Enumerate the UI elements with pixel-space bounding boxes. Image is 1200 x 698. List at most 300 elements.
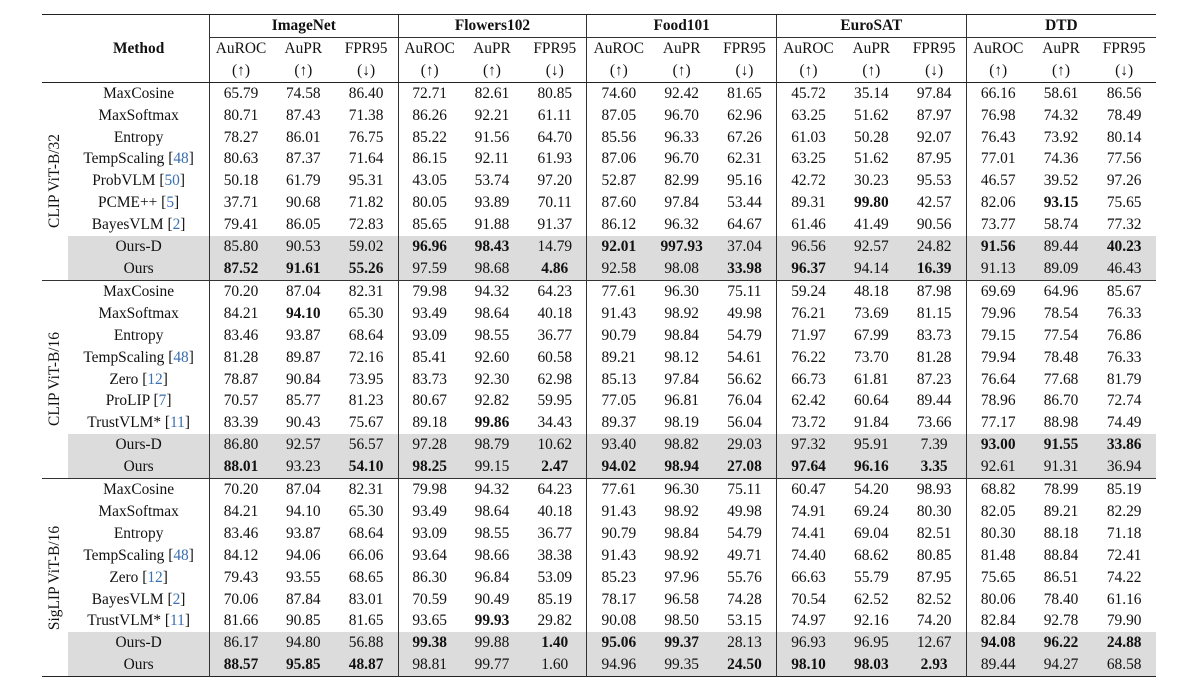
metric-value-cell <box>1030 303 1093 325</box>
metric-value: 86.01 <box>285 128 321 146</box>
metric-value: 94.27 <box>1043 656 1079 674</box>
metric-value-cell <box>1092 479 1156 501</box>
metric-value-cell <box>335 654 399 676</box>
metric-value: 74.41 <box>791 524 826 542</box>
metric-value-cell <box>461 236 524 258</box>
metric-value-cell <box>587 347 651 369</box>
metric-value: 87.97 <box>916 106 952 124</box>
metric-value-cell <box>335 214 399 236</box>
metric-value-cell <box>1092 127 1156 149</box>
metric-value: 10.62 <box>537 436 573 454</box>
metric-value: 91.13 <box>980 259 1016 277</box>
metric-value-cell <box>903 236 967 258</box>
method-name-cell <box>68 632 209 654</box>
method-name: BayesVLM <box>91 590 164 608</box>
metric-value-cell <box>587 303 651 325</box>
metric-value: 78.40 <box>1043 590 1079 608</box>
metric-value: 76.86 <box>1106 326 1142 344</box>
method-name-cell <box>68 479 209 501</box>
metric-value: 86.70 <box>1043 392 1079 410</box>
metric-value-cell <box>713 236 777 258</box>
metric-value: 69.04 <box>854 524 889 542</box>
metric-value-cell <box>461 105 524 127</box>
metric-value-cell <box>523 105 587 127</box>
metric-value-cell <box>840 148 903 170</box>
metric-value-cell <box>587 545 651 567</box>
metric-value: 86.40 <box>348 84 384 102</box>
metric-value-cell <box>335 501 399 523</box>
table-row <box>42 479 1156 501</box>
citation-ref: 11 <box>170 414 185 432</box>
metric-value: 48.18 <box>854 282 889 300</box>
metric-value-cell <box>209 567 272 589</box>
metric-value: 93.49 <box>412 304 447 322</box>
metric-direction-arrow: (↓) <box>903 60 967 82</box>
metric-value-cell <box>398 347 461 369</box>
metric-value-cell <box>777 390 841 412</box>
metric-value: 98.84 <box>664 326 699 344</box>
method-name-cell <box>68 523 209 545</box>
metric-value: 81.15 <box>916 304 952 322</box>
metric-value: 90.68 <box>285 194 321 212</box>
metric-value-cell <box>272 632 335 654</box>
metric-value-cell <box>1030 325 1093 347</box>
metric-value-cell <box>903 170 967 192</box>
metric-value: 64.23 <box>537 282 573 300</box>
metric-value: 96.16 <box>854 458 889 476</box>
metric-value: 93.87 <box>285 326 321 344</box>
metric-value: 78.99 <box>1043 481 1079 499</box>
metric-value: 86.15 <box>412 150 447 168</box>
metric-value-cell <box>1030 501 1093 523</box>
metric-value: 80.05 <box>412 194 447 212</box>
metric-value-cell <box>398 434 461 456</box>
metric-value: 85.19 <box>1106 481 1142 499</box>
metric-value: 85.22 <box>412 128 447 146</box>
metric-value-cell <box>1092 192 1156 214</box>
method-name-cell: TempScaling [48] <box>83 348 194 366</box>
method-name: TrustVLM* <box>87 612 162 630</box>
metric-value: 95.53 <box>916 172 952 190</box>
metric-value: 77.56 <box>1106 150 1142 168</box>
metric-value: 76.22 <box>791 348 826 366</box>
metric-header-aupr: AuPR <box>1042 39 1080 57</box>
metric-value: 59.24 <box>791 282 826 300</box>
metric-value: 82.84 <box>980 612 1016 630</box>
metric-value: 82.31 <box>348 282 384 300</box>
metric-value: 60.64 <box>854 392 889 410</box>
metric-value: 70.06 <box>223 590 259 608</box>
metric-header-auroc: AuROC <box>587 37 651 59</box>
metric-value-cell <box>903 567 967 589</box>
metric-value: 61.46 <box>791 216 826 234</box>
metric-value: 76.33 <box>1106 348 1142 366</box>
metric-value: 79.94 <box>980 348 1016 366</box>
table-row <box>42 105 1156 127</box>
metric-value-cell <box>650 523 713 545</box>
metric-value-cell <box>966 456 1030 478</box>
metric-value: 92.82 <box>474 392 510 410</box>
metric-value: 62.52 <box>854 590 889 608</box>
metric-value: 90.08 <box>601 612 637 630</box>
metric-value: 98.92 <box>664 304 699 322</box>
metric-value: 92.57 <box>854 238 889 256</box>
metric-value: 92.60 <box>474 348 510 366</box>
metric-value: 83.46 <box>223 326 259 344</box>
metric-value-cell <box>840 456 903 478</box>
table-row <box>42 369 1156 391</box>
metric-value-cell <box>966 258 1030 280</box>
metric-value-cell <box>461 170 524 192</box>
metric-value: 41.49 <box>854 216 889 234</box>
metric-value-cell <box>903 325 967 347</box>
metric-value: 98.12 <box>664 348 699 366</box>
metric-value-cell <box>587 325 651 347</box>
metric-value-cell <box>523 434 587 456</box>
metric-value-cell <box>523 127 587 149</box>
metric-value: 97.84 <box>664 370 699 388</box>
metric-value: 91.56 <box>980 238 1016 256</box>
method-name: MaxSoftmax <box>98 304 179 322</box>
table-row <box>42 258 1156 280</box>
metric-value: 97.32 <box>791 436 826 454</box>
metric-value-cell <box>840 82 903 104</box>
metric-value: 60.58 <box>537 348 573 366</box>
metric-value: 78.96 <box>980 392 1016 410</box>
metric-value: 98.84 <box>664 524 699 542</box>
metric-value: 88.98 <box>1043 414 1079 432</box>
metric-value-cell <box>1092 412 1156 434</box>
table-row <box>42 434 1156 456</box>
metric-value-cell <box>713 325 777 347</box>
metric-value: 70.20 <box>223 282 259 300</box>
metric-value-cell <box>523 632 587 654</box>
metric-value-cell <box>335 105 399 127</box>
metric-value-cell <box>272 82 335 104</box>
method-name: Ours <box>123 656 154 674</box>
metric-value-cell <box>587 567 651 589</box>
metric-value-cell <box>840 632 903 654</box>
metric-value-cell <box>713 258 777 280</box>
metric-value: 89.21 <box>1043 502 1079 520</box>
metric-value-cell <box>713 82 777 104</box>
metric-header-aupr: AuPR <box>662 39 701 57</box>
metric-value: 40.23 <box>1106 238 1142 256</box>
metric-value-cell <box>966 610 1030 632</box>
metric-value: 99.86 <box>474 414 510 432</box>
metric-value-cell <box>840 412 903 434</box>
metric-value-cell <box>1030 258 1093 280</box>
metric-value: 87.06 <box>601 150 637 168</box>
metric-value-cell <box>903 192 967 214</box>
metric-value-cell <box>587 236 651 258</box>
metric-value: 81.65 <box>348 612 384 630</box>
metric-value-cell <box>461 412 524 434</box>
metric-value: 94.14 <box>854 259 889 277</box>
metric-value-cell <box>966 545 1030 567</box>
metric-value: 93.09 <box>412 326 447 344</box>
metric-value: 99.38 <box>412 634 447 652</box>
method-name: MaxSoftmax <box>98 502 179 520</box>
metric-value: 77.61 <box>601 481 637 499</box>
metric-value: 56.88 <box>348 634 384 652</box>
metric-value-cell <box>650 412 713 434</box>
metric-value: 2.47 <box>541 458 569 476</box>
metric-value: 62.98 <box>537 370 573 388</box>
metric-value-cell <box>272 236 335 258</box>
metric-value-cell <box>335 390 399 412</box>
metric-value: 48.87 <box>348 656 384 674</box>
metric-value-cell <box>903 434 967 456</box>
metric-value: 59.95 <box>537 392 573 410</box>
metric-value-cell <box>966 347 1030 369</box>
metric-value-cell <box>209 369 272 391</box>
metric-value: 77.68 <box>1043 370 1079 388</box>
metric-value-cell <box>209 303 272 325</box>
citation-ref: 48 <box>173 150 189 168</box>
metric-value: 81.28 <box>223 348 259 366</box>
metric-value: 29.82 <box>537 612 573 630</box>
metric-value-cell <box>461 214 524 236</box>
metric-value: 90.79 <box>601 326 637 344</box>
metric-value: 71.38 <box>348 106 384 124</box>
metric-value-cell <box>461 127 524 149</box>
metric-value-cell <box>587 456 651 478</box>
metric-value: 93.00 <box>980 436 1016 454</box>
metric-value: 84.21 <box>223 304 259 322</box>
metric-value-cell <box>209 127 272 149</box>
metric-value: 73.69 <box>854 304 889 322</box>
metric-value-cell <box>523 148 587 170</box>
metric-value: 99.15 <box>474 458 510 476</box>
metric-value: 70.11 <box>537 194 572 212</box>
metric-value: 82.61 <box>474 84 510 102</box>
metric-value: 1.60 <box>541 656 569 674</box>
metric-value: 95.06 <box>601 634 637 652</box>
metric-value-cell <box>398 170 461 192</box>
metric-value: 85.41 <box>412 348 447 366</box>
metric-value-cell <box>398 105 461 127</box>
method-name-cell <box>68 236 209 258</box>
method-name-cell: Zero [12] <box>109 568 168 586</box>
metric-value-cell <box>523 654 587 676</box>
metric-value-cell <box>840 479 903 501</box>
metric-value-cell <box>523 369 587 391</box>
metric-value-cell <box>777 523 841 545</box>
method-name-cell <box>68 82 209 104</box>
metric-value-cell <box>272 258 335 280</box>
metric-value-cell <box>209 82 272 104</box>
method-name: MaxSoftmax <box>98 106 179 124</box>
header-method-spacer <box>68 60 209 82</box>
metric-value-cell <box>650 610 713 632</box>
group-label-text: CLIP ViT-B/16 <box>46 332 64 427</box>
method-name: PCME++ <box>98 194 158 212</box>
metric-value-cell <box>777 82 841 104</box>
metric-direction-arrow: (↑) <box>587 60 651 82</box>
method-name-cell: TempScaling [48] <box>83 546 194 564</box>
metric-value: 4.86 <box>541 259 569 277</box>
metric-value-cell <box>713 280 777 302</box>
metric-value-cell <box>777 325 841 347</box>
metric-header-auroc: AuROC <box>209 37 272 59</box>
metric-value: 74.60 <box>601 84 637 102</box>
metric-value-cell <box>777 170 841 192</box>
metric-value: 98.25 <box>412 458 447 476</box>
metric-value: 87.43 <box>285 106 321 124</box>
metric-value: 77.17 <box>980 414 1016 432</box>
metric-value: 74.58 <box>285 84 321 102</box>
metric-value-cell <box>650 369 713 391</box>
metric-value-cell <box>903 347 967 369</box>
method-name: Ours <box>123 259 154 277</box>
metric-value: 14.79 <box>537 238 573 256</box>
metric-value: 62.42 <box>791 392 826 410</box>
metric-value: 54.61 <box>727 348 762 366</box>
metric-value-cell <box>1092 82 1156 104</box>
metric-value: 71.64 <box>348 150 384 168</box>
table-row <box>42 82 1156 104</box>
metric-value-cell <box>777 347 841 369</box>
metric-value-cell <box>777 303 841 325</box>
metric-header-auroc: AuROC <box>966 37 1030 59</box>
metric-value: 78.54 <box>1043 304 1079 322</box>
metric-value-cell <box>335 192 399 214</box>
metric-value-cell <box>209 632 272 654</box>
citation-ref: 2 <box>172 590 181 608</box>
metric-value-cell <box>713 303 777 325</box>
metric-value: 24.82 <box>916 238 952 256</box>
metric-value: 77.54 <box>1043 326 1079 344</box>
table-row <box>42 236 1156 258</box>
citation-ref: 12 <box>147 370 163 388</box>
metric-value: 82.05 <box>980 502 1016 520</box>
metric-value-cell <box>966 390 1030 412</box>
metric-value: 87.05 <box>601 106 637 124</box>
metric-value: 99.88 <box>474 634 510 652</box>
metric-value-cell <box>209 325 272 347</box>
metric-value: 56.04 <box>727 414 762 432</box>
metric-value: 73.72 <box>791 414 826 432</box>
metric-value: 98.92 <box>664 502 699 520</box>
method-name-cell <box>68 303 209 325</box>
metric-value: 98.08 <box>664 259 699 277</box>
metric-value: 45.72 <box>791 84 826 102</box>
metric-value: 86.12 <box>601 216 637 234</box>
table-row <box>42 214 1156 236</box>
metric-value: 79.98 <box>412 481 447 499</box>
metric-value: 46.57 <box>980 172 1016 190</box>
metric-value-cell <box>966 303 1030 325</box>
metric-value-cell <box>903 82 967 104</box>
metric-value: 98.10 <box>791 656 826 674</box>
metric-value-cell <box>523 280 587 302</box>
metric-value-cell <box>777 105 841 127</box>
group-label-1 <box>42 280 68 478</box>
metric-value: 75.65 <box>1106 194 1142 212</box>
metric-value-cell <box>1030 280 1093 302</box>
metric-value: 87.95 <box>916 568 952 586</box>
metric-value: 54.79 <box>727 326 762 344</box>
table-row <box>42 545 1156 567</box>
metric-value-cell <box>272 501 335 523</box>
metric-value: 53.15 <box>727 612 762 630</box>
metric-value: 97.26 <box>1106 172 1142 190</box>
metric-value-cell <box>713 390 777 412</box>
metric-value-cell <box>209 390 272 412</box>
metric-value: 79.43 <box>223 568 259 586</box>
method-name: TempScaling <box>83 546 165 564</box>
metric-value-cell <box>398 280 461 302</box>
metric-value: 92.57 <box>285 436 321 454</box>
metric-value: 88.18 <box>1043 524 1079 542</box>
method-name: BayesVLM <box>91 216 164 234</box>
metric-value: 28.13 <box>727 634 762 652</box>
metric-value-cell <box>335 434 399 456</box>
metric-value: 94.10 <box>285 304 321 322</box>
metric-value: 73.70 <box>854 348 889 366</box>
metric-value: 42.72 <box>791 172 826 190</box>
method-name: ProLIP <box>105 392 150 410</box>
metric-value: 98.81 <box>412 656 447 674</box>
metric-value-cell <box>1030 545 1093 567</box>
metric-value-cell <box>650 280 713 302</box>
metric-value-cell <box>713 347 777 369</box>
metric-value: 85.23 <box>601 568 637 586</box>
metric-value: 99.77 <box>474 656 510 674</box>
method-name: TrustVLM* <box>87 414 162 432</box>
metric-value: 91.31 <box>1043 458 1079 476</box>
metric-value-cell <box>272 303 335 325</box>
metric-value-cell <box>272 390 335 412</box>
metric-value: 88.01 <box>223 458 259 476</box>
metric-value: 66.63 <box>791 568 826 586</box>
metric-value: 94.06 <box>285 546 321 564</box>
metric-value-cell <box>209 589 272 611</box>
metric-value-cell <box>1030 127 1093 149</box>
metric-value: 92.07 <box>916 128 952 146</box>
metric-value-cell <box>1030 654 1093 676</box>
metric-value-cell <box>272 567 335 589</box>
metric-value-cell <box>777 127 841 149</box>
dataset-header-flowers102: Flowers102 <box>398 15 587 38</box>
metric-value: 54.10 <box>348 458 384 476</box>
metric-value: 37.04 <box>727 238 762 256</box>
method-name-cell: ProLIP [7] <box>105 392 172 410</box>
metric-value-cell <box>398 192 461 214</box>
metric-value-cell <box>903 589 967 611</box>
metric-value: 98.66 <box>474 546 510 564</box>
metric-value-cell <box>650 170 713 192</box>
table-row <box>42 170 1156 192</box>
metric-value-cell <box>335 567 399 589</box>
metric-value-cell <box>713 170 777 192</box>
method-name-cell <box>68 456 209 478</box>
metric-value: 95.31 <box>348 172 384 190</box>
metric-value-cell <box>713 456 777 478</box>
metric-value: 87.04 <box>285 481 321 499</box>
metric-value: 75.11 <box>727 481 762 499</box>
metric-value-cell <box>398 501 461 523</box>
metric-value-cell <box>461 303 524 325</box>
metric-value-cell <box>523 82 587 104</box>
metric-value-cell <box>272 456 335 478</box>
metric-value: 68.65 <box>348 568 384 586</box>
metric-value-cell <box>523 214 587 236</box>
metric-value: 61.81 <box>854 370 889 388</box>
metric-value-cell <box>523 236 587 258</box>
metric-value-cell <box>1092 236 1156 258</box>
